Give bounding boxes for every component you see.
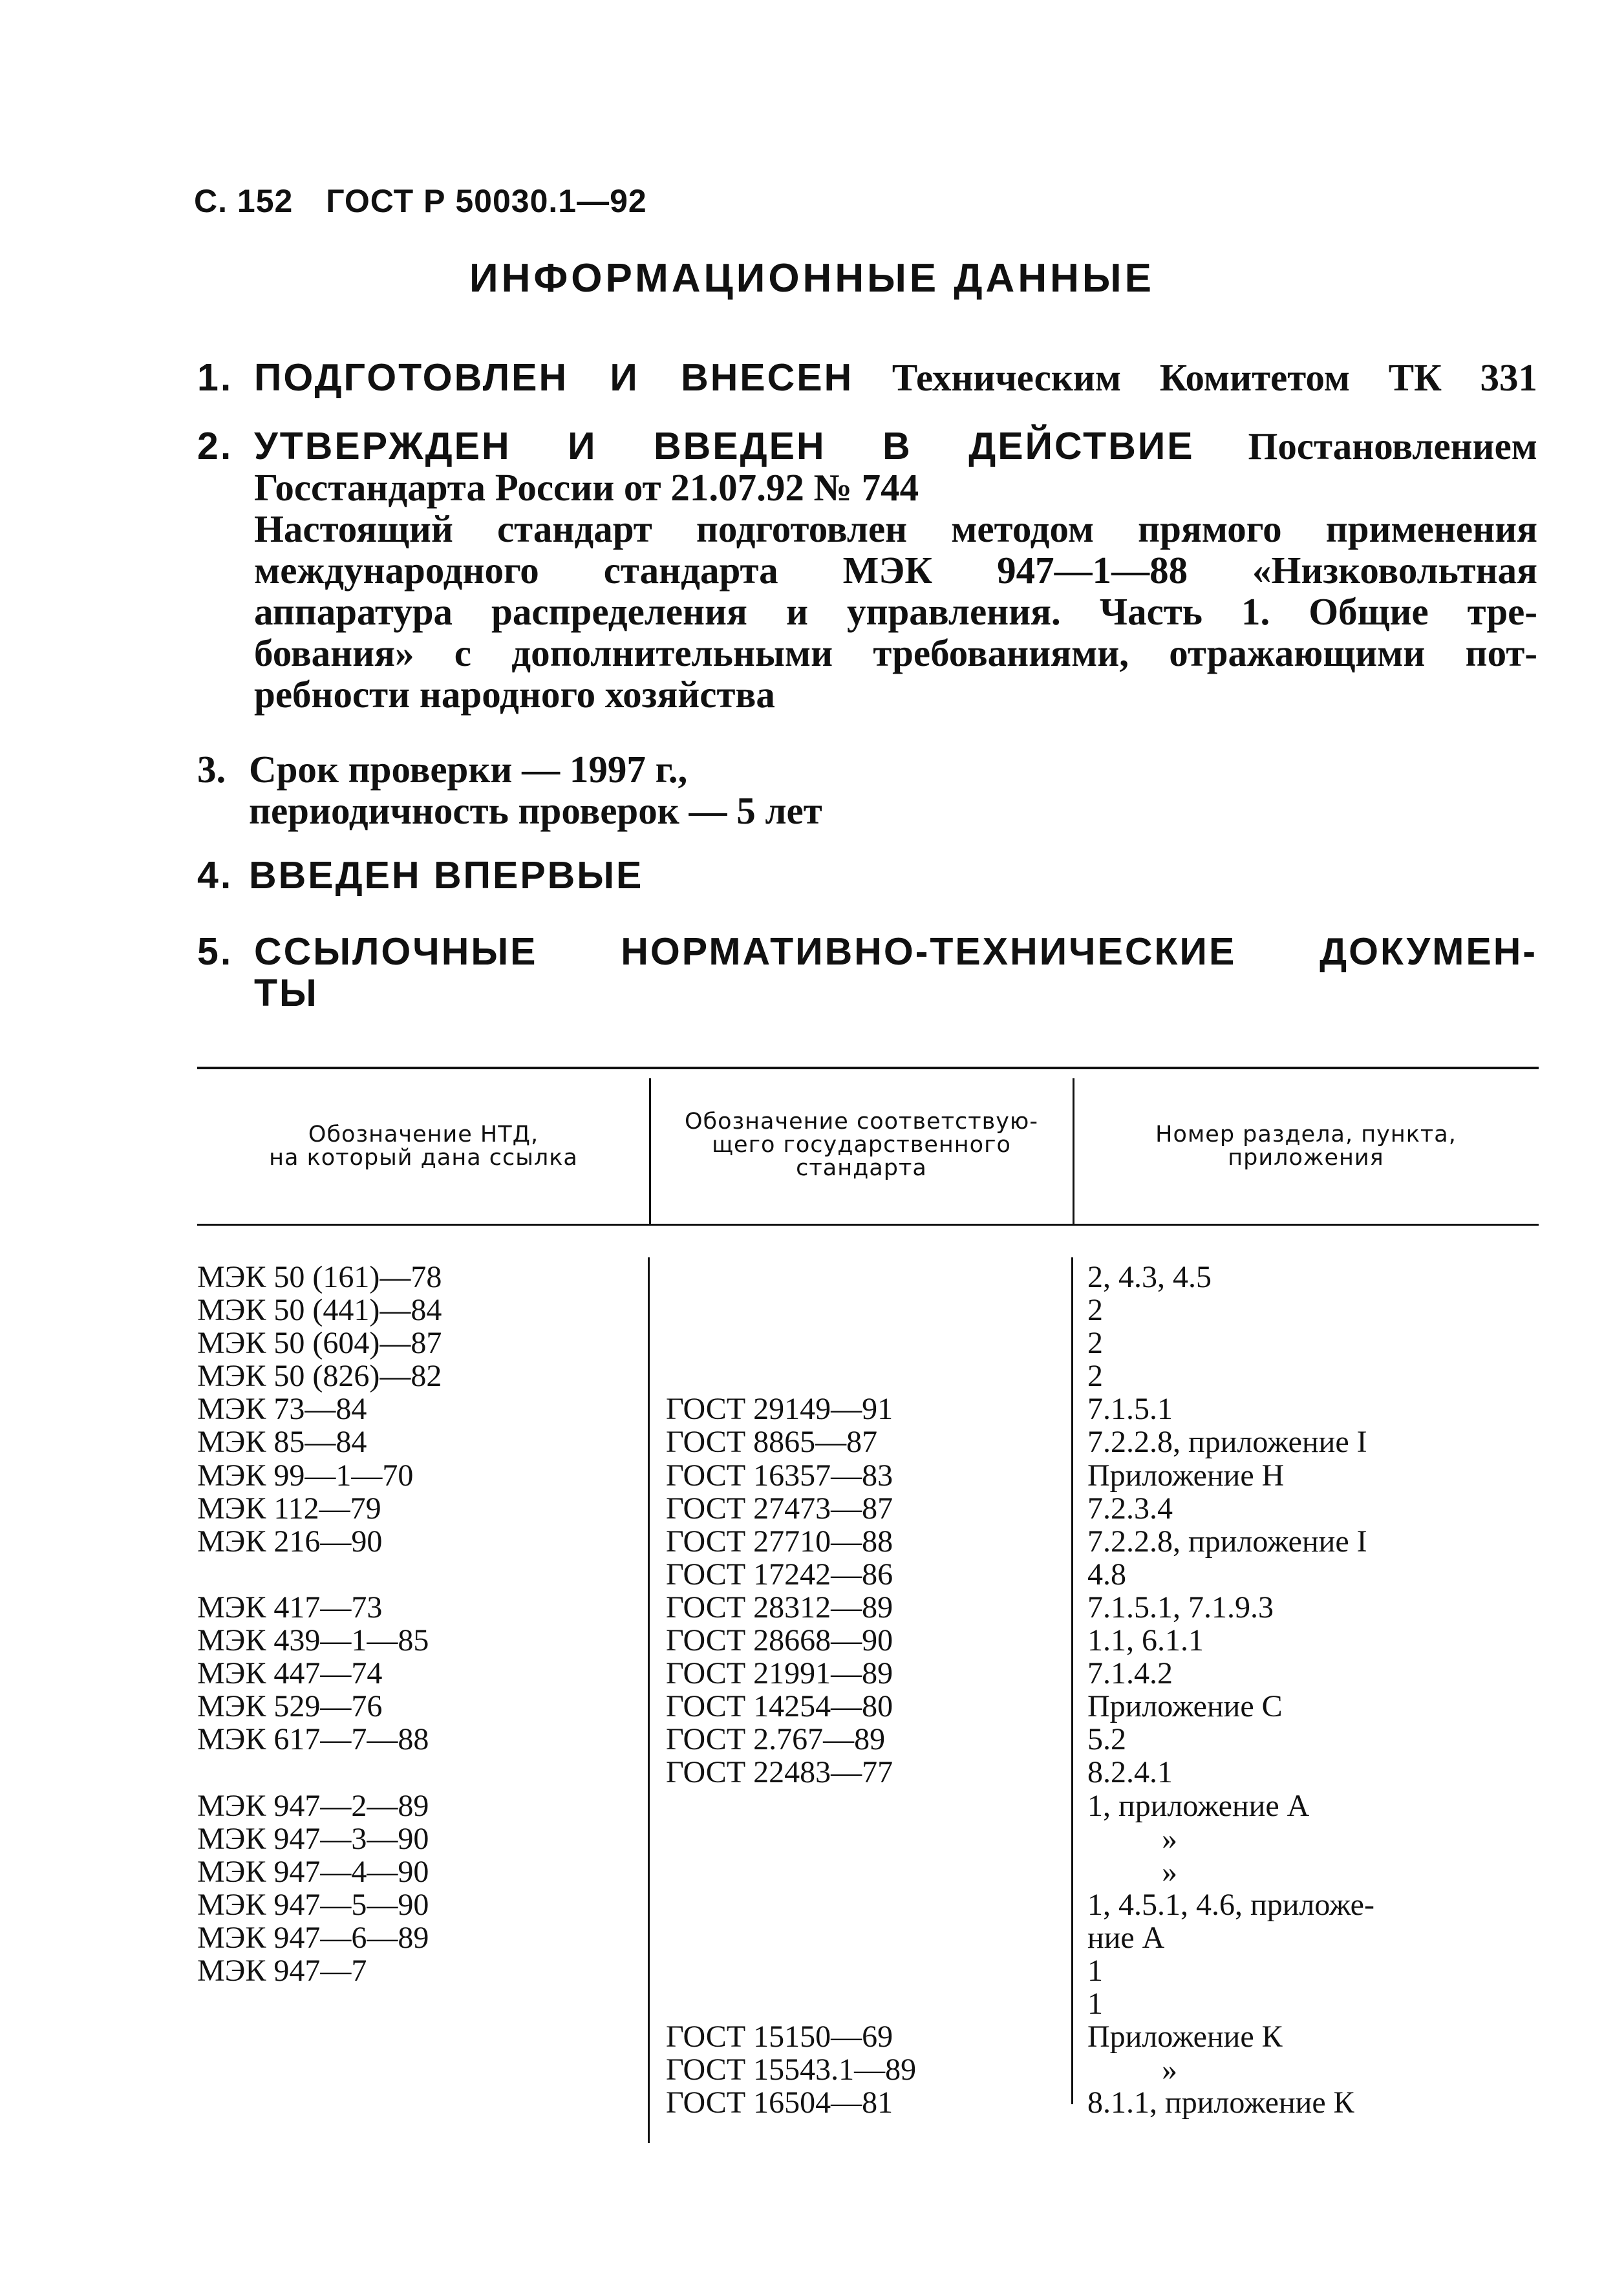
table-cell: МЭК 50 (441)—84	[197, 1293, 442, 1328]
table-cell: Приложение К	[1087, 2020, 1283, 2054]
table-cell: МЭК 947—3—90	[197, 1821, 429, 1856]
section-heading: УТВЕРЖДЕН И ВВЕДЕН В ДЕЙСТВИЕ	[254, 425, 1195, 467]
column-header-designation	[207, 1123, 640, 1169]
table-cell: 2	[1087, 1326, 1103, 1361]
table-cell	[666, 1360, 916, 1392]
header-line: Обозначение НТД,	[308, 1122, 539, 1147]
paragraph-line: ребности народного хозяйства	[254, 673, 775, 716]
section-heading: ПОДГОТОВЛЕН И ВНЕСЕН	[254, 356, 854, 399]
table-cell: МЭК 50 (161)—78	[197, 1260, 442, 1294]
table-cell: 2, 4.3, 4.5	[1087, 1260, 1212, 1294]
table-cell: 1.1, 6.1.1	[1087, 1623, 1204, 1658]
header-line: Обозначение соответствую-	[684, 1109, 1039, 1135]
table-cell: ГОСТ 16504—81	[666, 2085, 893, 2120]
table-cell: 1	[1087, 1987, 1103, 2021]
table-cell: МЭК 50 (604)—87	[197, 1326, 442, 1361]
table-cell	[666, 1954, 916, 1987]
table-cell	[197, 2086, 442, 2119]
table-cell	[197, 1756, 442, 1789]
table-cell: »	[1162, 1854, 1177, 1889]
table-cell: МЭК 947—2—89	[197, 1788, 429, 1823]
table-cell: 7.1.4.2	[1087, 1656, 1173, 1691]
column-header-state-standard	[653, 1110, 1070, 1180]
table-cell: 7.2.2.8, приложение I	[1087, 1425, 1367, 1460]
table-cell: 2	[1087, 1293, 1103, 1328]
header-line: щего государственного	[712, 1132, 1011, 1158]
page-header	[194, 182, 670, 220]
column-section-number	[1087, 1261, 1374, 2119]
standard-code: ГОСТ Р 50030.1—92	[326, 183, 647, 219]
column-designation	[197, 1261, 442, 2119]
column-state-standard	[666, 1261, 916, 2119]
table-cell: ГОСТ 16357—83	[666, 1458, 893, 1493]
table-cell: 2	[1087, 1359, 1103, 1394]
section-line	[254, 425, 1537, 467]
document-title: ИНФОРМАЦИОННЫЕ ДАННЫЕ	[469, 256, 1155, 301]
page-number: С. 152	[194, 183, 294, 219]
table-cell: ГОСТ 15543.1—89	[666, 2053, 917, 2087]
table-header-rule	[197, 1224, 1539, 1226]
table-cell: ние А	[1087, 1920, 1165, 1955]
column-divider	[1073, 1078, 1074, 1224]
section-line	[254, 357, 1537, 398]
table-cell: 7.1.5.1	[1087, 1392, 1173, 1427]
table-cell: МЭК 85—84	[197, 1425, 367, 1460]
table-cell: 7.2.3.4	[1087, 1491, 1173, 1526]
section-heading: ТЫ	[254, 972, 319, 1014]
section-number: 1.	[197, 356, 233, 399]
table-cell: ГОСТ 15150—69	[666, 2020, 893, 2054]
section-text: Техническим Комитетом ТК 331	[892, 356, 1538, 399]
table-cell	[666, 1261, 916, 1294]
table-cell	[666, 1789, 916, 1822]
section-body	[254, 357, 1537, 398]
section-number: 3.	[197, 748, 226, 791]
column-header-section-number	[1076, 1123, 1535, 1169]
table-cell	[197, 1987, 442, 2020]
table-cell: Приложение Н	[1087, 1458, 1285, 1493]
table-cell: ГОСТ 28668—90	[666, 1623, 893, 1658]
table-cell: МЭК 216—90	[197, 1524, 383, 1559]
table-cell: МЭК 417—73	[197, 1590, 383, 1625]
table-cell: ГОСТ 28312—89	[666, 1590, 893, 1625]
table-cell	[197, 2053, 442, 2086]
table-cell: 4.8	[1087, 1557, 1126, 1592]
section-line: Срок проверки — 1997 г.,	[249, 748, 688, 791]
table-cell: ГОСТ 27473—87	[666, 1491, 893, 1526]
table-cell: МЭК 99—1—70	[197, 1458, 414, 1493]
table-cell	[666, 1327, 916, 1360]
table-cell	[666, 1855, 916, 1888]
table-cell: ГОСТ 21991—89	[666, 1656, 893, 1691]
section-body	[249, 749, 822, 831]
table-cell: МЭК 947—4—90	[197, 1854, 429, 1889]
table-cell: »	[1162, 1821, 1177, 1856]
column-divider	[648, 1257, 650, 2143]
table-cell: 8.2.4.1	[1087, 1755, 1173, 1790]
table-cell: МЭК 529—76	[197, 1689, 383, 1724]
table-cell: ГОСТ 22483—77	[666, 1755, 893, 1790]
section-line: периодичность проверок — 5 лет	[249, 789, 822, 832]
table-cell: МЭК 947—6—89	[197, 1920, 429, 1955]
table-cell: 5.2	[1087, 1722, 1126, 1757]
section-heading: ССЫЛОЧНЫЕ НОРМАТИВНО-ТЕХНИЧЕСКИЕ ДОКУМЕН-	[254, 930, 1537, 973]
section-number: 5.	[197, 930, 233, 973]
header-line: приложения	[1228, 1145, 1384, 1171]
table-top-rule	[197, 1067, 1539, 1069]
section-number: 4.	[197, 854, 233, 897]
table-cell: МЭК 112—79	[197, 1491, 381, 1526]
header-line: на который дана ссылка	[269, 1145, 578, 1171]
paragraph-line: аппаратура распределения и управления. Часть 1. Общие тре-	[254, 590, 1537, 633]
section-heading: ВВЕДЕН ВПЕРВЫЕ	[249, 854, 644, 897]
table-cell: 7.2.2.8, приложение I	[1087, 1524, 1367, 1559]
paragraph-line: бования» с дополнительными требованиями, отражающими пот-	[254, 632, 1537, 674]
table-cell: МЭК 617—7—88	[197, 1722, 429, 1757]
table-cell: ГОСТ 8865—87	[666, 1425, 878, 1460]
table-cell: МЭК 439—1—85	[197, 1623, 429, 1658]
table-cell: МЭК 947—5—90	[197, 1887, 429, 1922]
table-cell: Приложение С	[1087, 1689, 1283, 1724]
table-cell: 8.1.1, приложение К	[1087, 2085, 1354, 2120]
table-cell: ГОСТ 29149—91	[666, 1392, 893, 1427]
table-cell: МЭК 50 (826)—82	[197, 1359, 442, 1394]
table-cell: ГОСТ 17242—86	[666, 1557, 893, 1592]
column-divider	[1071, 1257, 1073, 2104]
table-cell: 1, приложение А	[1087, 1788, 1310, 1823]
column-divider	[649, 1078, 651, 1224]
table-cell: 7.1.5.1, 7.1.9.3	[1087, 1590, 1274, 1625]
paragraph-line: международного стандарта МЭК 947—1—88 «Низковольтная	[254, 549, 1537, 592]
section-text: Постановлением	[1248, 425, 1537, 467]
section-number: 2.	[197, 425, 233, 467]
table-cell: МЭК 73—84	[197, 1392, 367, 1427]
table-cell: ГОСТ 2.767—89	[666, 1722, 886, 1757]
table-cell	[666, 1987, 916, 2020]
table-cell	[666, 1888, 916, 1921]
table-cell	[197, 2020, 442, 2053]
header-line: Номер раздела, пункта,	[1155, 1122, 1457, 1147]
paragraph-line: Настоящий стандарт подготовлен методом прямого применения	[254, 507, 1537, 550]
table-cell	[197, 1558, 442, 1591]
table-cell: МЭК 447—74	[197, 1656, 383, 1691]
table-cell: ГОСТ 14254—80	[666, 1689, 893, 1724]
table-cell: МЭК 947—7	[197, 1953, 367, 1988]
section-body	[254, 931, 1537, 1014]
table-cell: 1	[1087, 1953, 1103, 1988]
table-cell	[666, 1294, 916, 1327]
section-body	[254, 425, 1537, 715]
header-line: стандарта	[796, 1155, 927, 1181]
section-line: Госстандарта России от 21.07.92 № 744	[254, 466, 919, 509]
table-cell: 1, 4.5.1, 4.6, приложе-	[1087, 1887, 1374, 1922]
table-cell: »	[1162, 2053, 1177, 2087]
table-cell	[666, 1822, 916, 1855]
table-cell	[666, 1921, 916, 1954]
table-cell: ГОСТ 27710—88	[666, 1524, 893, 1559]
